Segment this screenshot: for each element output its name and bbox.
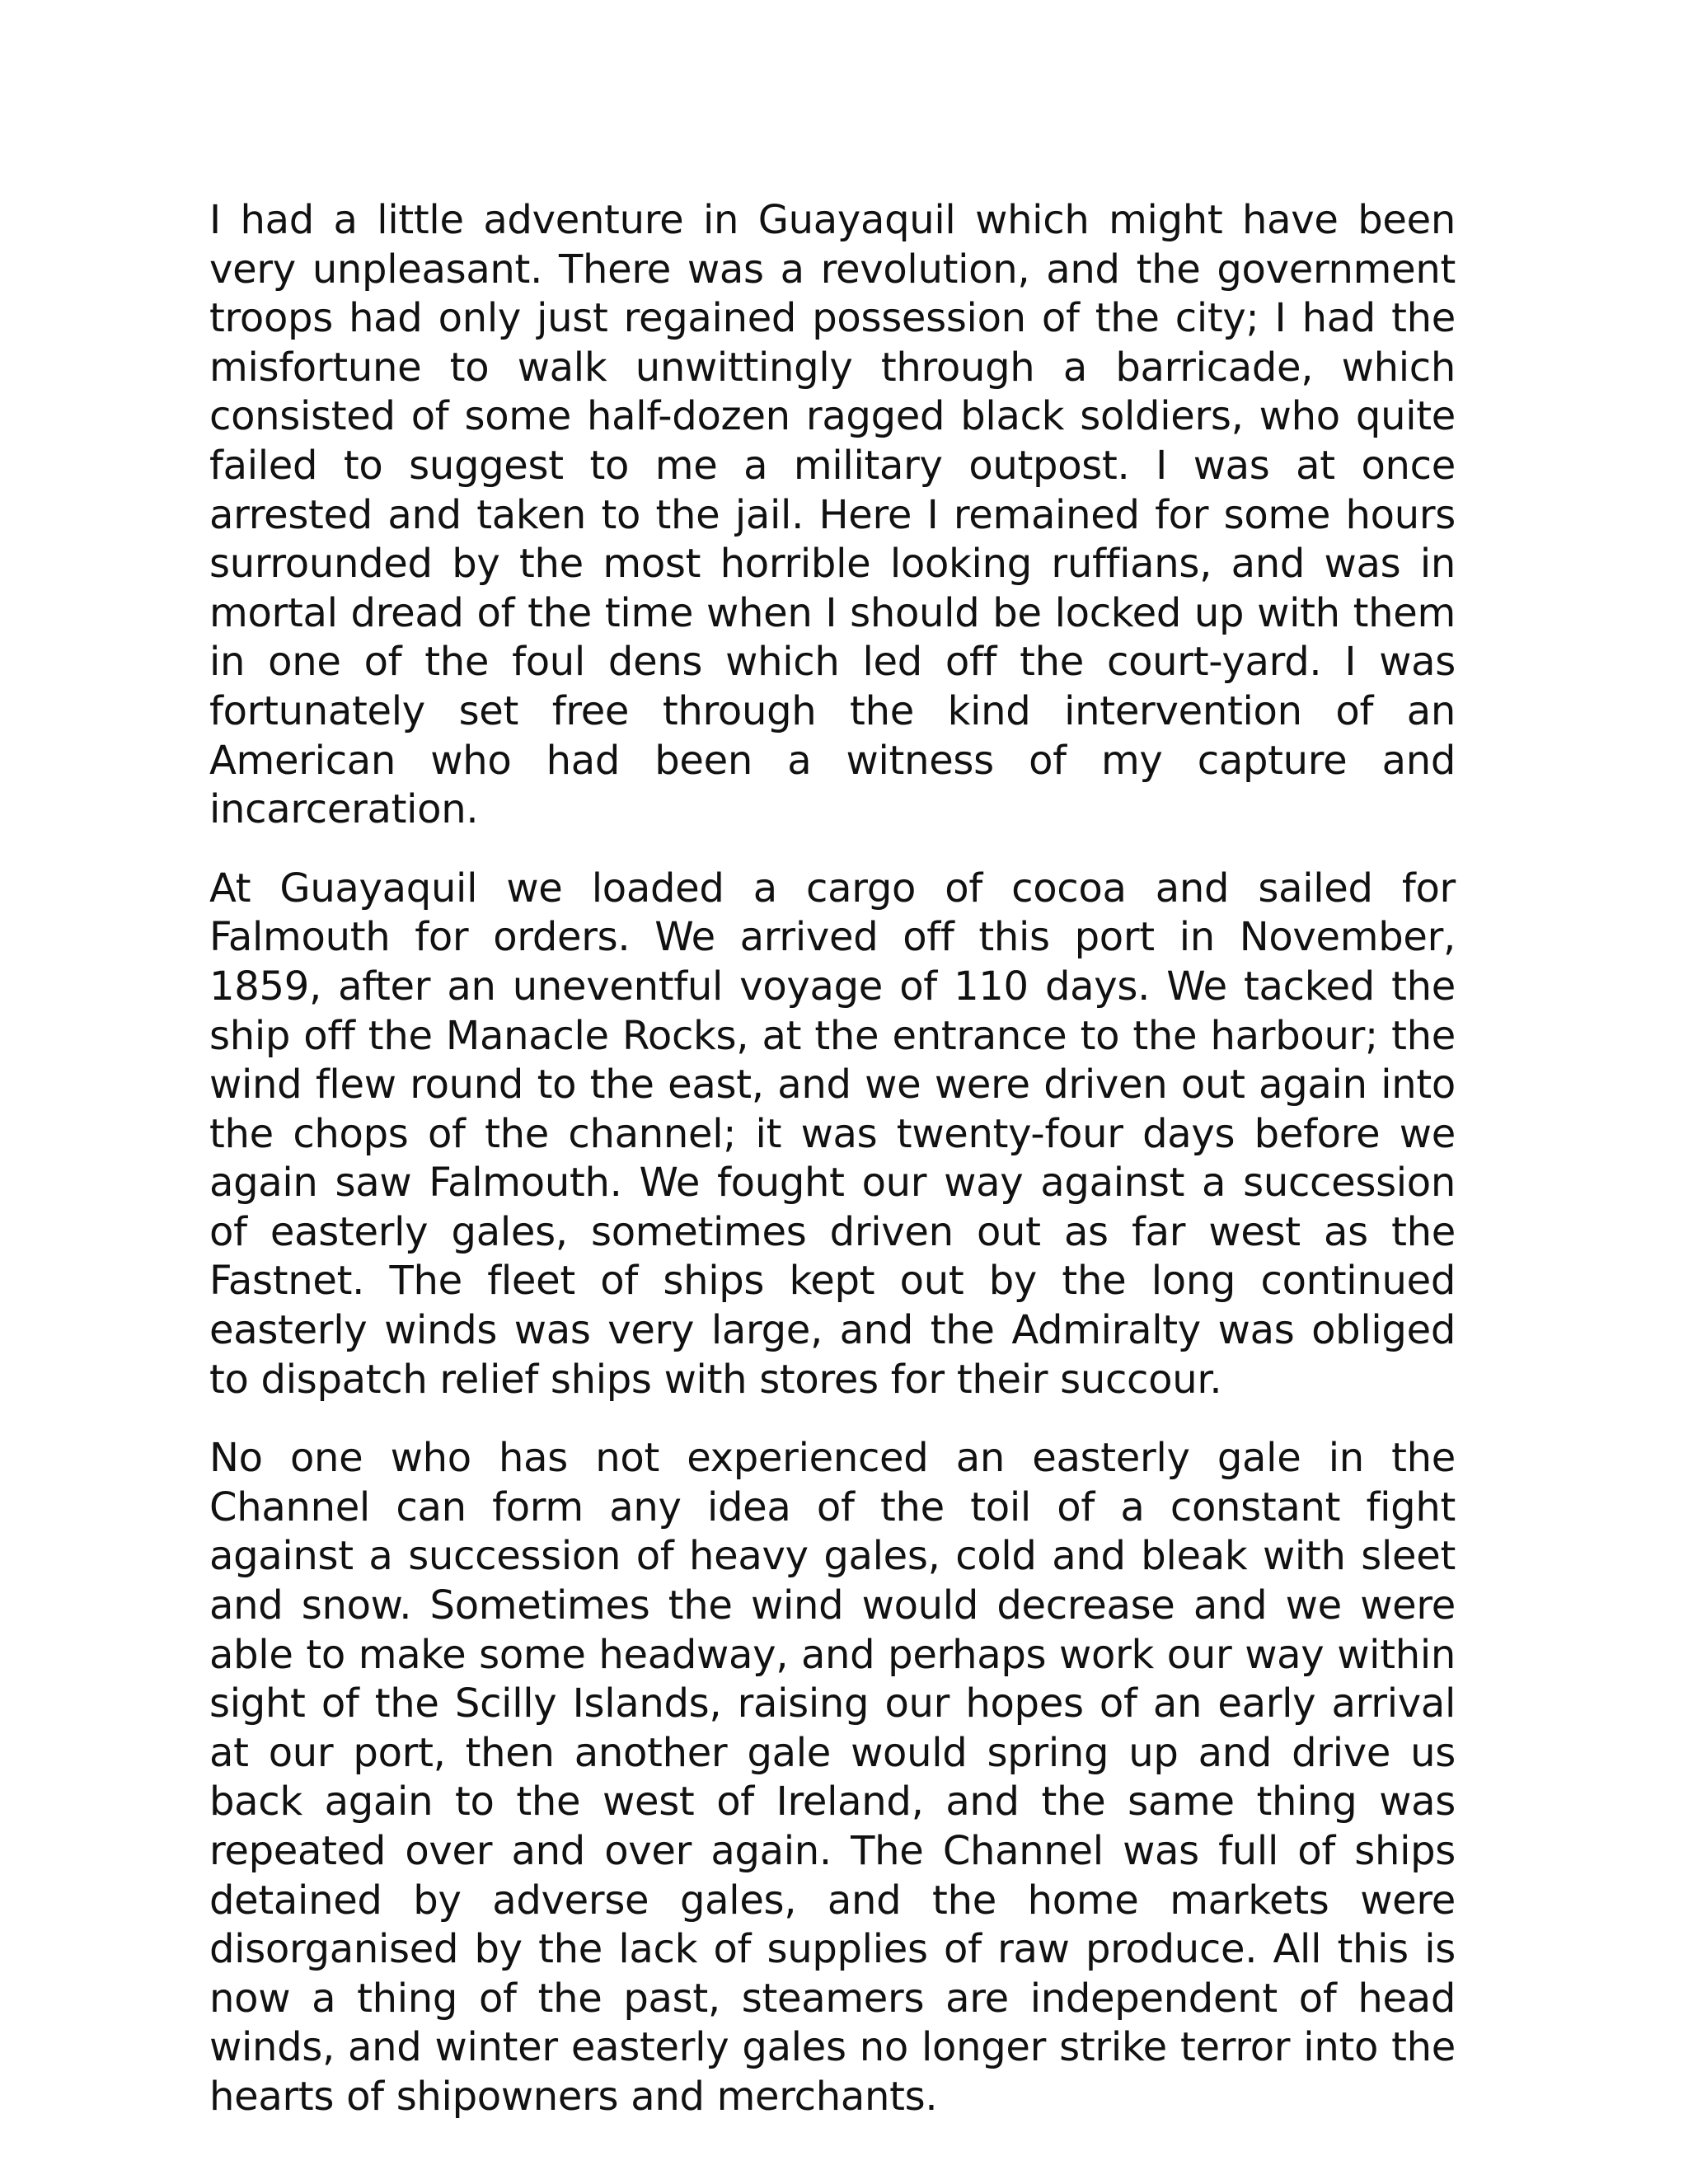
body-text (209, 196, 1456, 2152)
paragraph-guayaquil-adventure: I had a little adventure in Guayaquil which might have been very unpleasant. There was a revolution, and the government troops had only just regained possession of the city; I had the misfortune to walk unwittingly through a barricade, which consisted of some half-dozen ragged black soldiers, who quite failed to suggest to me a military outpost. I was at once arrested and taken to the jail. Here I remained for some hours surrounded by the most horrible looking ruffians, and was in mortal dread of the time when I should be locked up with them in one of the foul dens which led off the court-yard. I was fortunately set free through the kind intervention of an American who had been a witness of my capture and incarceration. (209, 197, 1456, 833)
paragraph-channel-gales: No one who has not experienced an easterly gale in the Channel can form any idea of the toil of a constant fight against a succession of heavy gales, cold and bleak with sleet and snow. Sometimes the wind would decrease and we were able to make some headway, and perhaps work our way within sight of the Scilly Islands, raising our hopes of an early arrival at our port, then another gale would spring up and drive us back again to the west of Ireland, and the same thing was repeated over and over again. The Channel was full of ships detained by adverse gales, and the home markets were disorganised by the lack of supplies of raw produce. All this is now a thing of the past, steamers are independent of head winds, and winter easterly gales no longer strike terror into the hearts of shipowners and merchants. (209, 1435, 1456, 2120)
paragraph-falmouth-voyage: At Guayaquil we loaded a cargo of cocoa and sailed for Falmouth for orders. We arrived off this port in November, 1859, after an uneventful voyage of 110 days. We tacked the ship off the Manacle Rocks, at the entrance to the harbour; the wind flew round to the east, and we were driven out again into the chops of the channel; it was twenty-four days before we again saw Falmouth. We fought our way against a succession of easterly gales, sometimes driven out as far west as the Fastnet. The fleet of ships kept out by the long continued easterly winds was very large, and the Admiralty was obliged to dispatch relief ships with stores for their succour. (209, 865, 1456, 1403)
